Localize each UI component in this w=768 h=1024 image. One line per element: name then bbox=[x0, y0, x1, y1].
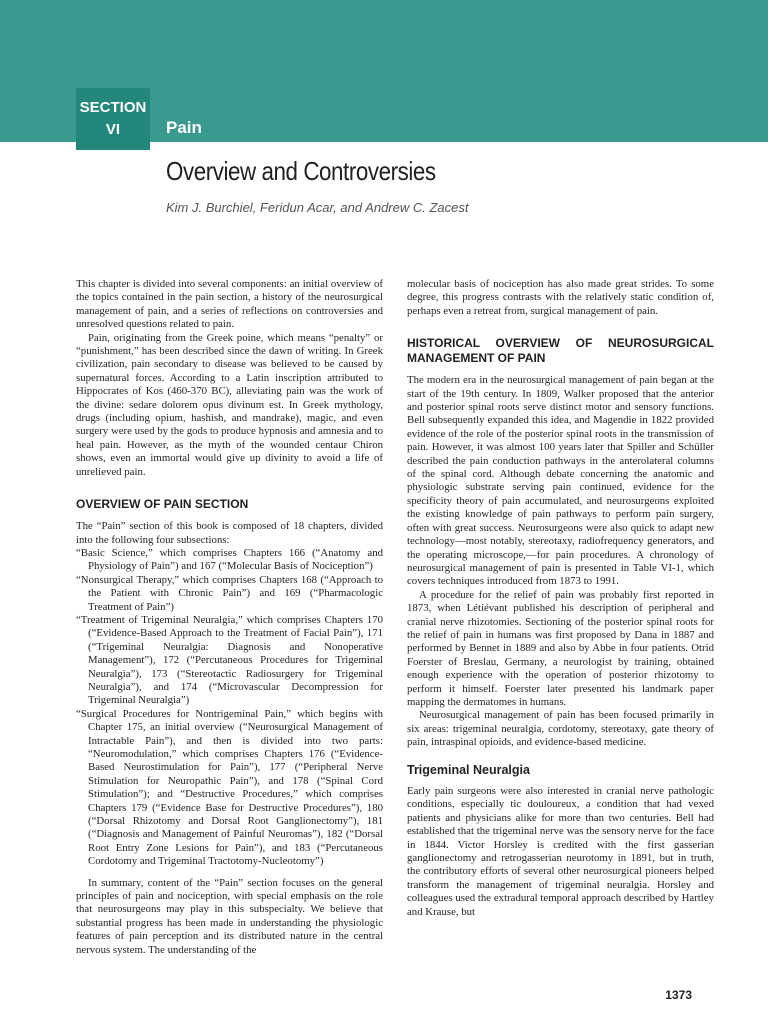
list-item: “Treatment of Trigeminal Neuralgia,” which comprises Chapters 170 (“Evidence-Based Approach to the Treatment of Facial Pain”), 171 (“Trigeminal Neuralgia: Diagnosis and Nonoperative Management”), 172 (“Percutaneous Procedures for Trigeminal Neuralgia”), 173 (“Stereotactic Radiosurgery for Trigeminal Neuralgia”), and 174 (“Microvascular Decompression for Trigeminal Neuralgia”) bbox=[76, 613, 383, 707]
trigeminal-heading: Trigeminal Neuralgia bbox=[407, 762, 530, 777]
list-item: “Basic Science,” which comprises Chapters 166 (“Anatomy and Physiology of Pain”) and 167 (“Molecular Basis of Nociception”) bbox=[76, 546, 383, 573]
continuation-paragraph: molecular basis of nociception has also made great strides. To some degree, this progress contrasts with the relatively static condition of, perhaps even a retreat from, surgical management of pain. bbox=[407, 278, 714, 317]
history-heading: HISTORICAL OVERVIEW OF NEUROSURGICAL MANAGEMENT OF PAIN bbox=[407, 336, 714, 366]
list-item: “Nonsurgical Therapy,” which comprises Chapters 168 (“Approach to the Patient with Chronic Pain”) and 169 (“Pharmacologic Treatment of Pain”) bbox=[76, 573, 383, 613]
page-number: 1373 bbox=[665, 988, 692, 1002]
authors: Kim J. Burchiel, Feridun Acar, and Andrew C. Zacest bbox=[166, 200, 469, 215]
left-column bbox=[76, 278, 383, 957]
subsections-intro: The “Pain” section of this book is composed of 18 chapters, divided into the following four subsections: bbox=[76, 520, 383, 546]
intro-paragraph: This chapter is divided into several components: an initial overview of the topics contained in the pain section, a history of the neurosurgical management of pain, and a series of reflections on controversies and unresolved questions related to pain. bbox=[76, 278, 383, 331]
section-name: Pain bbox=[166, 118, 202, 137]
section-label: SECTION bbox=[79, 99, 147, 116]
history-paragraph-1: The modern era in the neurosurgical management of pain began at the start of the 19th century. In 1809, Walker proposed that the anterior and posterior spinal roots serve distinct motor and sensory functions. Bell subsequently expanded this idea, and Magendie in 1822 provided evidence of the role of the posterior spinal roots in the transmission of pain. However, it was almost 100 years later that Spiller and Schüller described the pain conduction pathways in the anterolateral columns of the spinal cord. Although debate concerning the anatomic and physiologic substrate serving pain continued, evidence for the specificity theory of pain accumulated, and neurosurgeons exploited the existing knowledge of pain pathways to perform pain surgery, often with great success. Neurosurgeons were also quick to adapt new technology—most notably, stereotaxy, radiofrequency generators, and the operating microscope,—for pain procedures. A chronology of neurosurgical management of pain is presented in Table VI-1, which covers techniques introduced from 1873 to 1991. bbox=[407, 374, 714, 588]
right-column bbox=[407, 278, 714, 919]
section-badge bbox=[76, 88, 150, 150]
trigeminal-paragraph: Early pain surgeons were also interested in cranial nerve pathologic conditions, especially tic douloureux, a condition that had vexed patients and physicians alike for more than two centuries. Bell had established that the trigeminal nerve was the sensory nerve for the face in 1844. Victor Horsley is credited with the first gasserian ganglionectomy and retrogasserian neurotomy in 1891, but in truth, the contributory efforts of several other neurosurgical pioneers helped transform the management of trigeminal neuralgia. Horsley and colleagues used the extradural temporal approach described by Hartley and Krause, but bbox=[407, 785, 714, 918]
overview-heading: OVERVIEW OF PAIN SECTION bbox=[76, 497, 249, 512]
greek-pain-paragraph: Pain, originating from the Greek poine, which means “penalty” or “punishment,” has been described since the dawn of writing. In Greek civilization, pain secondary to disease was believed to be caused by supernatural forces. According to a Latin inscription attributed to Hippocrates of Kos (460-370 BC), alleviating pain was the work of the divine: sedare dolorem opus divinum est. In Greek mythology, drugs (including opium, hashish, and mandrake), magic, and even surgery were used by the gods to produce hypnosis and amnesia and to heal pain. However, as the myth of the wounded centaur Chiron shows, even an immortal would give up divinity to avoid a life of unrelieved pain. bbox=[76, 331, 383, 478]
subsection-list bbox=[76, 547, 383, 869]
section-number: VI bbox=[105, 121, 121, 138]
history-paragraph-3: Neurosurgical management of pain has been focused primarily in six areas: trigeminal neuralgia, cordotomy, stereotaxy, gate theory of pain, intraspinal opioids, and evidence-based medicine. bbox=[407, 709, 714, 749]
summary-paragraph: In summary, content of the “Pain” section focuses on the general principles of pain and nociception, with special emphasis on the role that neurosurgeons may play in this subspecialty. We believe that substantial progress has been made in understanding the physiologic features of pain perception and its distributed nature in the central nervous system. The understanding of the bbox=[76, 876, 383, 956]
list-item: “Surgical Procedures for Nontrigeminal Pain,” which begins with Chapter 175, an initial overview (“Neurosurgical Management of Intractable Pain”), and then is divided into two parts: “Neuromodulation,” which comprises Chapters 176 (“Evidence-Based Neurostimulation for Pain”), 177 (“Peripheral Nerve Stimulation for Neuropathic Pain”), and 178 (“Spinal Cord Stimulation”); and “Destructive Procedures,” which comprises Chapters 179 (“Evidence Base for Destructive Procedures”), 180 (“Dorsal Rhizotomy and Dorsal Root Ganglionectomy”), 181 (“Diagnosis and Management of Painful Neuromas”), 182 (“Dorsal Root Entry Zone Lesions for Pain”), and 183 (“Percutaneous Cordotomy and Trigeminal Tractotomy-Nucleotomy”) bbox=[76, 707, 383, 868]
history-paragraph-2: A procedure for the relief of pain was probably first reported in 1873, when Létiévant published his description of peripheral and cranial nerve rhizotomies. Sectioning of the posterior spinal roots for the relief of pain in humans was first proposed by Dana in 1887 and performed by Bennet in 1889 and also by Abbe in four patients. Otrid Foerster of Breslau, Germany, a neurologist by training, obtained enough experience with the operation of posterior rhizotomy to perform it himself. Foerster later presented his landmark paper mapping the dermatomes in humans. bbox=[407, 588, 714, 708]
chapter-title: Overview and Controversies bbox=[166, 156, 436, 186]
